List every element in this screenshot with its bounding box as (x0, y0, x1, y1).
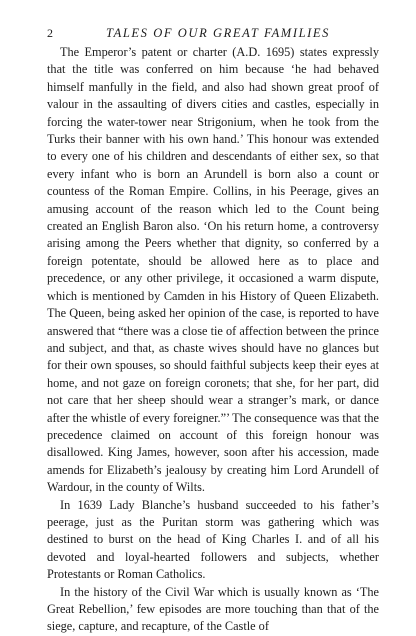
book-page (47, 24, 379, 636)
body-text (47, 44, 379, 636)
running-title: TALES OF OUR GREAT FAMILIES (106, 26, 330, 40)
running-head (47, 24, 379, 42)
page-number: 2 (47, 26, 53, 40)
paragraph: In 1639 Lady Blanche’s husband succeeded to his father’s peerage, just as the Puritan storm was gathering which was destined to burst on the head of King Charles I. and of all his devoted and loyal-hearted followers and subjects, whether Protestants or Roman Catholics. (47, 497, 379, 582)
paragraph: The Emperor’s patent or charter (A.D. 1695) states expressly that the title was conferred on him because ‘he had behaved himself manfully in the field, and also had shown great proof of valour in the assaulting of divers cities and castles, especially in forcing the water-tower near Strigonium, when he took from the Turks their banner with his own hand.’ This honour was extended to every one of his children and descendants of either sex, so that every infant who is born an Arundell is born also a count or countess of the Roman Empire. Collins, in his Peerage, gives an amusing account of the reason which led to the Count being created an English Baron also. ‘On his return home, a controversy arising among the Peers whether that dignity, so conferred by a foreign potentate, should be allowed here as to place and precedence, or any other privilege, it occasioned a warm dispute, which is mentioned by Camden in his History of Queen Elizabeth. The Queen, being asked her opinion of the case, is reported to have answered that “there was a close tie of affection between the prince and subject, and that, as chaste wives should have no glances but for their own spouses, so should faithful subjects keep their eyes at home, and not gaze on foreign coronets; that she, for her part, did not care that her sheep should wear a stranger’s mark, or dance after the whistle of every foreigner.”’ The consequence was that the precedence claimed on account of this foreign honour was disallowed. King James, however, soon after his accession, made amends for Elizabeth’s jealousy by creating him Lord Arundell of Wardour, in the county of Wilts. (47, 45, 379, 495)
paragraph: In the history of the Civil War which is usually known as ‘The Great Rebellion,’ few episodes are more touching than that of the siege, capture, and recapture, of the Castle of (47, 584, 379, 634)
